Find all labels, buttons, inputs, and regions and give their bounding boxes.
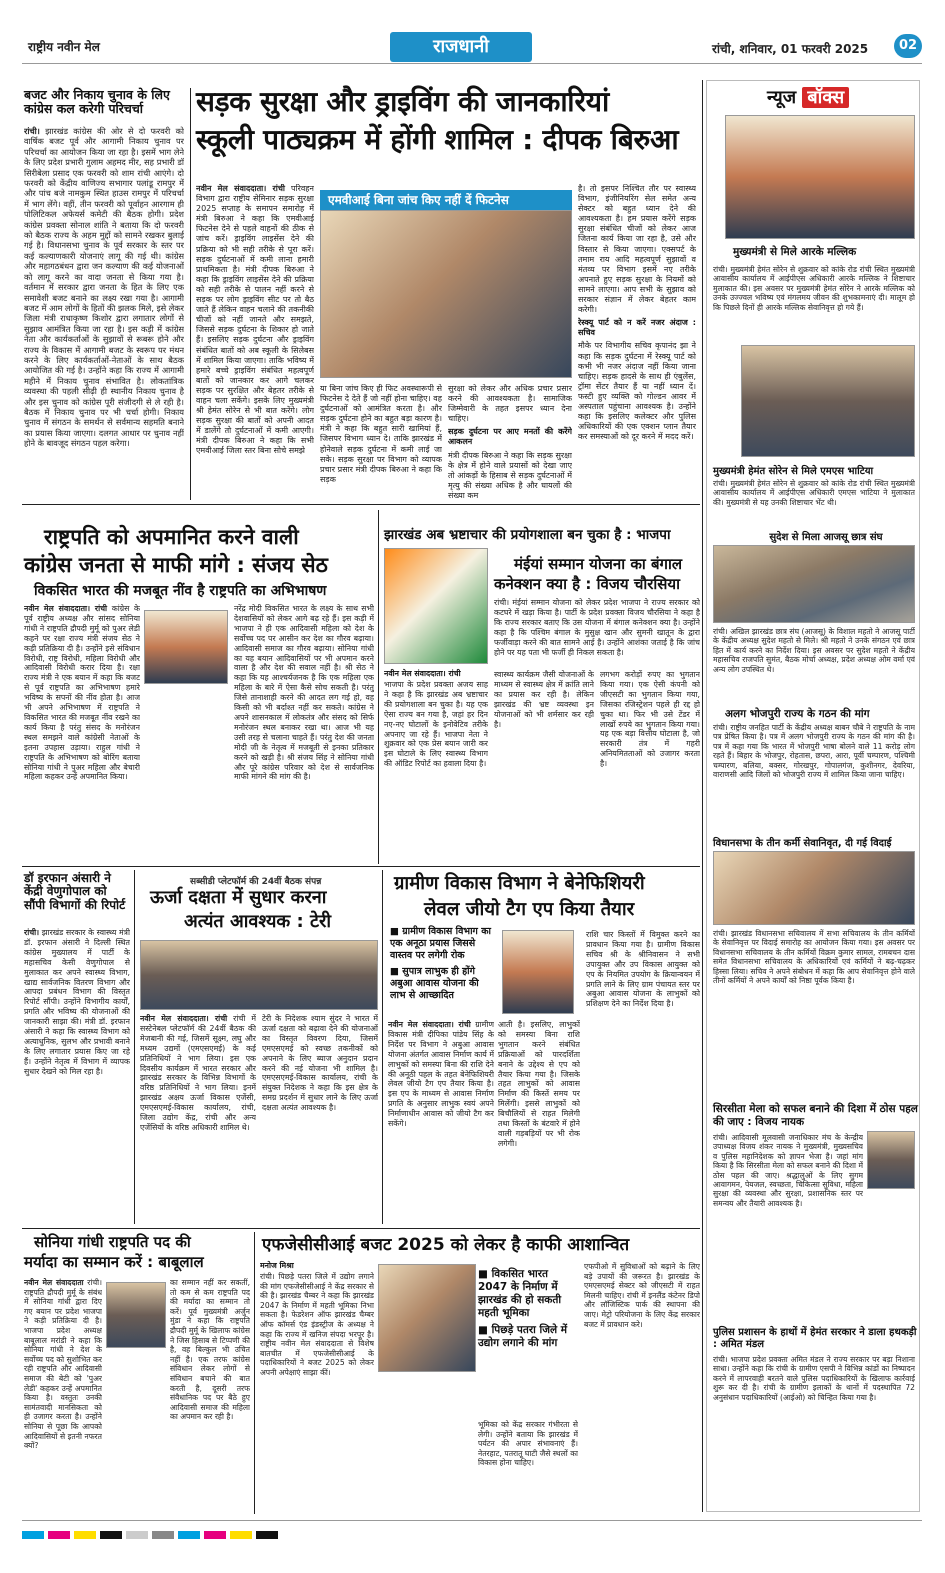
color-swatch xyxy=(74,1531,96,1539)
news-caption-5: विधानसभा के तीन कर्मी सेवानिवृत, दी गई विदाई xyxy=(713,838,892,849)
lead-col-4 xyxy=(578,184,696,500)
header-bar xyxy=(22,30,922,64)
energy-photo xyxy=(140,940,378,1010)
divider xyxy=(378,510,379,864)
news-photo-3 xyxy=(713,545,915,623)
section-tab: राजधानी xyxy=(390,32,532,62)
divider xyxy=(134,870,135,1224)
sonia-col-1 xyxy=(24,1278,102,1512)
news-box xyxy=(706,80,920,1512)
news-box-title-right: बॉक्स xyxy=(802,87,849,108)
page-number: 02 xyxy=(894,34,922,58)
bjp-headline: झारखंड अब भ्रष्टाचार की प्रयोगशाला बन चुका है : भाजपा xyxy=(384,527,671,543)
news-caption-7: पुलिस प्रशासन के हाथों में हेमंत सरकार ने डाला हथकड़ी : अमित मंडल xyxy=(713,1327,917,1350)
lead-photo xyxy=(320,210,572,378)
energy-col-2: टेरी के निदेशक श्याम सुंदर ने भारत में ऊर्जा दक्षता को बढ़ावा देने की योजनाओं का विस्तृत विवरण दिया, जिसमें एमएसएमई को स्वच्छ तकनीकों को अपनाने के लिए ब्याज अनुदान प्रदान करने की नई योजना भी शामिल है। एमएसएमई-विकास कार्यालय, रांची के संयुक्त निदेशक ने कहा कि इस क्षेत्र के समग्र प्रदर्शन में सुधार लाने के लिए ऊर्जा दक्षता अत्यंत आवश्यक है। xyxy=(262,1014,378,1113)
news-body-1: रांची। मुख्यमंत्री हेमंत सोरेन से शुक्रवार को कांके रोड रांची स्थित मुख्यमंत्री आवासीय कार्यालय में आईपीएस अधिकारी आरके मल्लिक ने शिष्टाचार मुलाकात की। इस अवसर पर मुख्यमंत्री हेमंत सोरेन ने आरके मल्लिक को उनके उज्ज्वल भविष्य एवं मंगलमय जीवन की शुभकामनाएं दी। मालूम हो कि पिछले दिनों ही आरके मल्लिक सेवानिवृत्त हो गये हैं। xyxy=(713,265,915,312)
bjp-col-3: स्वास्थ्य कार्यक्रम जैसी योजनाओं के माध्यम से स्वास्थ्य क्षेत्र में क्रांति लाने का प्रयास कर रही है। लेकिन झारखंड की भ्रष्ट व्यवस्था इन योजनाओं को भी शर्मसार कर रही है। xyxy=(494,670,594,729)
color-swatch xyxy=(126,1531,148,1539)
lead-body-5: है। तो इसपर निश्चित तौर पर स्वास्थ्य विभाग, इंजीनियरिंग सेल समेत अन्य सेक्टर को बहुत ध्यान देने की आवश्यकता है। हम प्रयास करेंगे सड़क सुरक्षा संबंधित चीजों को लेकर आज जितना कार्य किया जा रहा है, उसे और विस्तार से किया जाएगा। एक्सपर्ट के तमाम राय आदि महत्वपूर्ण सुझावों व मंतव्य पर विभाग इसमें नए तरीके अपनाते हुए सड़क सुरक्षा के नियमों को सामने लाएगा। आप सभी के सुझाव को सरकार संज्ञान में लेकर बेहतर काम करेगी। xyxy=(578,184,696,315)
rural-col-3: राशि चार किस्तों में विमुक्त करने का प्रावधान किया गया है। ग्रामीण विकास सचिव श्री के श्रीनिवासन ने सभी उपायुक्त और उप विकास आयुक्त को एप के नियमित उपयोग के क्रियान्वयन में प्रगति लाने के लिए ग्राम पंचायत स्तर पर अबुआ आवास योजना के लाभुकों को प्रशिक्षण देने का निर्देश दिया है। xyxy=(586,930,700,1009)
left-top-headline: बजट और निकाय चुनाव के लिए कांग्रेस कल करेगी परिचर्चा xyxy=(24,87,170,116)
rural-col-1 xyxy=(388,1020,494,1224)
energy-kicker: सब्सीडी प्लेटफॉर्म की 24वीं बैठक संपन्न xyxy=(190,877,322,887)
bjp-subheadline-1: मंईयां सम्मान योजना का बंगाल xyxy=(514,555,683,573)
sonia-photo xyxy=(106,1282,166,1348)
congress-col-2 xyxy=(234,604,374,864)
news-body-3: रांची। अखिल झारखंड छात्र संघ (आजसू) के विशाल महतो ने आजसू पार्टी के केंद्रीय अध्यक्ष सुदेश महतो से मिले। श्री महतो ने उनके संगठन एवं छात्र हित में कार्य करने का निर्देश दिया। इस अवसर पर सुदेश महतो ने केंद्रीय महासचिव राजपति सुमंत, बैठक मोर्चा अध्यक्ष, प्रदेश अध्यक्ष ओम वर्मा एवं अन्य लोग उपस्थित थे। xyxy=(713,627,915,674)
color-swatch xyxy=(204,1531,226,1539)
news-caption-3: सुदेश से मिला आजसू छात्र संघ xyxy=(769,532,883,543)
news-caption-2: मुख्यमंत्री हेमंत सोरेन से मिले एमएस भाटिया xyxy=(713,466,874,477)
fjcci-bullets xyxy=(478,1268,578,1350)
divider xyxy=(190,88,191,500)
sonia-byline: नवीन मेल संवाददाता xyxy=(24,1278,84,1287)
divider xyxy=(22,866,700,867)
masthead-logo: राष्ट्रीय नवीन मेल xyxy=(28,40,100,54)
divider xyxy=(22,504,700,505)
news-box-title xyxy=(767,85,849,109)
lead-subhead-1: सड़क दुर्घटना पर आए मनतों की करेंगे आकलन xyxy=(448,427,572,447)
congress-headline-1: राष्ट्रपति को अपमानित करने वाली xyxy=(44,525,299,549)
congress-subheadline: विकसित भारत की मजबूत नींव है राष्ट्रपति का अभिभाषण xyxy=(34,583,327,599)
fjcci-bullet-1: ■ विकसित भारत 2047 के निर्माण में झारखंड की हो सकती महती भूमिका xyxy=(478,1268,562,1319)
congress-byline: नवीन मेल संवाददाता। रांची xyxy=(24,604,108,613)
irfan-text: झारखंड सरकार के स्वास्थ्य मंत्री डॉ. इरफान अंसारी ने दिल्ली स्थित कांग्रेस मुख्यालय में पार्टी के महासचिव केसी वेणुगोपाल से मुलाकात कर अपने स्वास्थ्य विभाग, खाद्य सार्वजनिक वितरण विभाग और आपदा प्रबंधन विभाग की विस्तृत रिपोर्ट सौंपी। उन्होंने विभागीय कार्यों, प्रगति और भविष्य की योजनाओं की जानकारी साझा की। मंत्री डॉ. इरफान अंसारी ने कहा कि स्वास्थ्य विभाग को अत्याधुनिक, सुलभ और प्रभावी बनाने के लिए लगातार प्रयास किए जा रहे हैं। उन्होंने नेतृत्व में विभाग में व्यापक सुधार देखने को मिल रहा है। xyxy=(24,928,130,1076)
congress-col-1 xyxy=(24,604,140,864)
congress-headline-2: कांग्रेस जनता से माफी मांगे : संजय सेठ xyxy=(24,553,328,577)
bjp-col-1: रांची। मंईयां सम्मान योजना को लेकर प्रदेश भाजपा ने राज्य सरकार को कटघरे में खड़ा किया है। पार्टी के प्रदेश प्रवक्ता विजय चौरसिया ने कहा है कि राज्य सरकार बताए कि उस योजना में बंगाल कनेक्शन क्या है। उन्होंने कहा है कि पश्चिम बंगाल के मुसुक्ष खान और सुमनी खातून के द्वारा फर्जीवाड़ा करने की बात सामने आई है। उन्होंने आशंका जताई है कि जांच होने पर यह पता भी फर्जी ही निकल सकता है। xyxy=(494,598,700,657)
divider xyxy=(382,870,383,1224)
color-swatch xyxy=(100,1531,122,1539)
irfan-headline: डॉ इरफान अंसारी ने केंद्री वेणुगोपाल को सौंपी विभागों की रिपोर्ट xyxy=(24,871,126,912)
irfan-body xyxy=(24,928,130,1222)
divider xyxy=(702,80,703,1512)
rural-bullet-1: ■ ग्रामीण विकास विभाग का एक अनूठा प्रयास जिससे वास्तव पर लगेगी रोक xyxy=(390,926,491,961)
news-photo-6 xyxy=(867,1131,915,1189)
rural-bullet-2: ■ सुपात्र लाभुक ही होंगे अबुआ आवास योजना की लाभ से आच्छादित xyxy=(390,966,479,1001)
energy-col-1 xyxy=(140,1014,256,1224)
footer-registration-bar xyxy=(22,1520,922,1534)
lead-body-2: या बिना जांच किए ही फिट अवस्थारूपी से फिटनेस दे देते हैं जो नहीं होना चाहिए। वह दुर्घटनाओं को आमंत्रित करता है। और सड़क दुर्घटना होने का बहुत बड़ा कारण है। मंत्री ने कहा कि बहुत सारी खामियां हैं, जिसपर विभाग ध्यान दे। ताकि झारखंड में होनेवाले सड़क दुर्घटना में कमी लाई जा सके। सड़क सुरक्षा पर विभाग को व्यापक प्रचार प्रसार मंत्री दीपक बिरुआ ने कहा कि सड़क xyxy=(320,384,442,484)
left-top-byline: रांची। xyxy=(24,126,40,136)
rural-headline-2: लेवल जीयो टैग एप किया तैयार xyxy=(424,899,635,920)
rural-col-2: आती है। इसलिए, लाभुकों को समस्या बिना राशि भुगतान करने संबंधित प्रक्रियाओं को पारदर्शिता बनाने के उद्देश्य से एप को तैयार किया गया है। जिसके तहत लाभुकों को आवास निर्माण की किस्तें समय पर मिलेंगी। इससे लाभुकों को बिचौलियों से राहत मिलेगी तथा किस्तों के बंटवारे में होने वाली गड़बड़ियों पर भी रोक लगेगी। xyxy=(498,1020,580,1148)
news-body-7: रांची। भाजपा प्रदेश प्रवक्ता अमित मंडल ने राज्य सरकार पर बड़ा निशाना साधा। उन्होंने कहा कि रांची के ग्रामीण एसपी ने विभिन्न कांडों का निष्पादन करने में लापरवाही बरतने वाले पुलिस पदाधिकारियों के खिलाफ कार्रवाई शुरू कर दी है। रांची के ग्रामीण इलाकों के थानों में पदस्थापित 72 अनुसंधान पदाधिकारियों (आईओ) को चिन्हित किया गया है। xyxy=(713,1355,915,1402)
fjcci-bullet-2: ■ पिछड़े पतरा जिले में उद्योग लगाने की मांग xyxy=(478,1324,568,1349)
sonia-headline-2: मर्यादा का सम्मान करें : बाबूलाल xyxy=(24,1253,204,1271)
lead-body-3: सुरक्षा को लेकर और अधिक प्रचार प्रसार करने की आवश्यकता है। सामाजिक जिम्मेवारी के तहत इसपर ध्यान देना चाहिए। xyxy=(448,384,572,424)
lead-col-1 xyxy=(196,184,314,500)
rural-photo xyxy=(502,930,574,1014)
sonia-headline-1: सोनिया गांधी राष्ट्रपति पद की xyxy=(34,1233,191,1251)
lead-headline-2: स्कूली पाठ्यक्रम में होंगी शामिल : दीपक बिरुआ xyxy=(196,123,679,156)
dateline: रांची, शनिवार, 01 फरवरी 2025 xyxy=(712,42,869,56)
congress-body-2: नरेंद्र मोदी विकसित भारत के लक्ष्य के साथ सभी देशवासियों को लेकर आगे बढ़ रहे हैं। इस कड़ी में भाजपा ने ही एक आदिवासी महिला को देश के सर्वोच्च पद पर आसीन कर देश का गौरव बढ़ाया। आदिवासी समाज का गौरव बढ़ाया। सोनिया गांधी का यह बयान आदिवासियों पर भी अपमान करने वाला है और देश की सवाल नहीं है। श्री सेठ ने कहा कि यह आश्चर्यजनक है कि एक महिला एक महिला के बारे में ऐसा कैसे सोच सकती है। परंतु जिसे तानाशाही करने की आदत लग गई हो, वह किसी को भी बर्दाश्त नहीं कर सकते। कांग्रेस ने अपने शासनकाल में लोकतंत्र और संसद को सिर्फ मनोरंजन स्थल बनाकर रखा था। आज भी यह उसी तरह से चलाना चाहते हैं। परंतु देश की जनता मोदी जी के नेतृत्व में मजबूती से इनका प्रतिकार करने को खड़ी है। श्री संजय सिंह ने सोनिया गांधी और पूरे कांग्रेस परिवार को देश से सार्वजनिक माफी मांगने की मांग की है। xyxy=(234,604,374,782)
fjcci-col-1: रांची। पिछड़े पतरा जिले में उद्योग लगाने की मांग एफजेसीसीआई ने केंद्र सरकार से की है। झारखंड चैम्बर ने कहा कि झारखंड 2047 के निर्माण में महती भूमिका निभा सकता है। फेडरेशन ऑफ झारखंड चैम्बर ऑफ कॉमर्स एंड इंडस्ट्रीज के अध्यक्ष ने कहा कि राज्य में खनिज संपदा भरपूर है। राष्ट्रीय नवीन मेल संवाददाता से विशेष बातचीत में एफजेसीसीआई के पदाधिकारियों ने बजट 2025 को लेकर अपनी अपेक्षाएं साझा कीं। xyxy=(260,1272,374,1377)
bjp-col-4: लगभग करोड़ों रुपए का भुगतान किया गया। एक ऐसी कंपनी को जीएसटी का भुगतान किया गया, जिसका रजिस्ट्रेशन पहले ही रद्द हो चुका था। फिर भी उसे टेंडर में लाखों रुपये का भुगतान किया गया। यह एक बड़ा वित्तीय घोटाला है, जो सरकारी तंत्र में गहरी अनियमितताओं को उजागर करता है। xyxy=(600,670,700,769)
energy-body-1: रांची में सस्टेनेबल प्लेटफॉर्म की 24वीं बैठक की मेजबानी की गई, जिसमें सूक्ष्म, लघु और मध्यम उद्यमों (एमएसएमई) के कई प्रतिनिधियों ने भाग लिया। इस एक दिवसीय कार्यक्रम में भारत सरकार और झारखंड सरकार के विभिन्न विभागों के वरिष्ठ प्रतिनिधियों ने भाग लिया। इनमें झारखंड अक्षय ऊर्जा विकास एजेंसी, एमएसएमई-विकास कार्यालय, रांची, जिला उद्योग केंद्र, रांची और अन्य एजेंसियों के वरिष्ठ अधिकारी शामिल थे। xyxy=(140,1014,256,1132)
energy-headline-1: ऊर्जा दक्षता में सुधार करना xyxy=(150,887,327,908)
bjp-photo xyxy=(384,548,488,664)
color-swatch xyxy=(152,1531,174,1539)
lead-headline-1: सड़क सुरक्षा और ड्राइविंग की जानकारियां xyxy=(196,85,609,118)
rural-headline-1: ग्रामीण विकास विभाग ने बेनेफिशियरी xyxy=(394,873,645,894)
lead-body-1: परिवहन विभाग द्वारा राष्ट्रीय सेमिनार सड़क सुरक्षा 2025 सप्ताह के समापन समारोह में मंत्री बिरुआ ने कहा कि एमवीआई फिटनेस देने से पहले वाहनों की ठीक से जांच करें। ड्राइविंग लाइसेंस देने की प्रक्रिया को भी सही तरीके से पूरा करें। सड़क दुर्घटनाओं में कमी लाना हमारी प्राथमिकता है। मंत्री दीपक बिरुआ ने कहा कि ड्राइविंग लाइसेंस देने की प्रक्रिया को सही तरीके से पालन नहीं करने से सड़क पर लोग ड्राइविंग सीट पर तो बैठ जाते हैं लेकिन वाहन चलाने की तकनीकी चीजों को नहीं जानते और समझते, जिससे सड़क दुर्घटना के शिकार हो जाते हैं। इसलिए सड़क दुर्घटना और ड्राइविंग संबंधित बातों को अब स्कूली के सिलेबस में शामिल किया जाएगा। ताकि भविष्य में हमारे बच्चे ड्राइविंग संबंधित महत्वपूर्ण बातों को जानकार कर आगे चलकर सड़क पर सुरक्षित और बेहतर तरीके से वाहन चला सकेंगे। इसके लिए मुख्यमंत्री श्री हेमंत सोरेन से भी बात करेंगे। लोग सड़क सुरक्षा की बातों को अपनी आदत में डालेंगे तो दुर्घटनाओं में कमी आएगी। मंत्री दीपक बिरुआ ने कहा कि सभी एमवीआई जिला स्तर बिना सोचे समझे xyxy=(196,184,314,456)
news-body-2: रांची। मुख्यमंत्री हेमंत सोरेन से शुक्रवार को कांके रोड रांची स्थित मुख्यमंत्री आवासीय कार्यालय में आईपीएस अधिकारी एमएस भाटिया ने मुलाकात की। मुख्यमंत्री से यह उनकी शिष्टाचार भेंट थी। xyxy=(713,479,915,507)
rural-bullets xyxy=(390,926,496,1016)
left-top-body xyxy=(24,126,184,498)
bjp-byline: नवीन मेल संवाददाता। रांची xyxy=(384,669,461,678)
bjp-col-2: भाजपा के प्रदेश प्रवक्ता अजय साह ने कहा है कि झारखंड अब भ्रष्टाचार की प्रयोगशाला बन चुका है। यह एक ऐसा राज्य बन गया है, जहां हर दिन नए-नए घोटालों के इनोवेटिव तरीके अपनाए जा रहे हैं। भाजपा नेता ने शुक्रवार को एक प्रेस बयान जारी कर इस घोटाले के लिए स्वास्थ्य विभाग की ऑडिट रिपोर्ट का हवाला दिया है। xyxy=(384,680,488,769)
lead-subhead-2: रेस्क्यू पार्ट को न करें नजर अंदाज : सचिव xyxy=(578,318,696,338)
fjcci-col-2: एफपीओ में सुविधाओं को बढ़ाने के लिए बड़े उपायों की जरूरत है। झारखंड के एमएसएमई सेक्टर को जीएसटी में राहत मिलनी चाहिए। रांची में इनलैंड कंटेनर डिपो और लॉजिस्टिक पार्क की स्थापना की जाए। मेट्रो परियोजना के लिए केंद्र सरकार बजट में प्रावधान करे। xyxy=(584,1262,700,1329)
news-body-6: रांची। आदिवासी मूलवासी जनाधिकार मंच के केन्द्रीय उपाध्यक्ष विजय शंकर नायक ने मुख्यमंत्री, मुख्यसचिव व पुलिस महानिदेशक को ज्ञापन भेजा है। जहां मांग किया है कि सिरसीता मेला को सफल बनाने की दिशा में ठोस पहल की जाए। श्रद्धालुओं के लिए सुगम आवागमन, पेयजल, स्वच्छता, चिकित्सा सुविधा, महिला सुरक्षा की व्यवस्था और सुरक्षा, प्रशासनिक स्तर पर समन्वय और तैयारी आवश्यक है। xyxy=(713,1133,863,1208)
lead-byline: नवीन मेल संवाददाता। रांची xyxy=(196,184,285,193)
congress-body-1: कांग्रेस के पूर्व राष्ट्रीय अध्यक्ष और सांसद सोनिया गांधी ने राष्ट्रपति द्रौपदी मुर्मू को पुअर लेडी कहने पर रक्षा राज्य मंत्री संजय सेठ ने कड़ी प्रतिक्रिया दी है। उन्होंने इसे संविधान विरोधी, राष्ट्र विरोधी, महिला विरोधी और आदिवासी विरोधी करार दिया है। रक्षा राज्य मंत्री ने एक बयान में कहा कि बजट से पूर्व राष्ट्रपति का अभिभाषण हमारे भविष्य के सपनों की नींव होता है। आज भी अपने अभिभाषण में राष्ट्रपति ने विकसित भारत की मजबूत नींव रखने का कार्य किया है परंतु संसद के मनोरंजन स्थल समझने वाले कांग्रेसी नेताओं के इतना उपहास उड़ाया। राहुल गांधी ने राष्ट्रपति के अभिभाषण को बोरिंग बताया सोनिया गांधी ने पुअर महिला और बेचारी महिला कहकर उन्हें अपमानित किया। xyxy=(24,604,140,782)
left-top-text: झारखंड कांग्रेस की ओर से दो फरवरी को वार्षिक बजट पूर्व और आगामी निकाय चुनाव पर परिचर्चा का आयोजन किया जा रहा है। इसमें भाग लेने के लिए प्रदेश प्रभारी गुलाम अहमद मीर, सह प्रभारी डॉ सिरीबेला प्रसाद एक फरवरी को शाम रांची आएंगे। दो फरवरी को केंद्रीय वाणिज्य सभागार पलांडू रामपुर में और पांच बजे नामकुम स्थित हाउस रामपुर में परिचर्चा में भाग लेंगे। वहीं, तीन फरवरी को पूर्वाहन आरगाम ही पोलिटिकल अफेयर्स कमेटी की बैठक होगी। प्रदेश कांग्रेस प्रवक्ता सोनाल शांति ने बताया कि दो फरवरी को बैठक राज्य के अहम मुद्दों को सामने रखकर बुलाई गई है। विधानसभा चुनाव के पूर्व सरकार के स्तर पर कई कल्याणकारी योजनाएं लागू की गई थी। कांग्रेस और महागठबंधन द्वारा जन कल्याण की कई योजनाओं को लागू करने का वादा जनता से किया गया है। वर्तमान में सरकार द्वारा जनता के हित के लिए एक समावेशी बजट बनाने का लक्ष्य रखा गया है। आगामी बजट में आम लोगों के हितों की झलक मिले, इसे लेकर जिला मंत्री राधाकृष्ण किशोर द्वारा लगातार लोगों से सुझाव आमंत्रित किया जा रहा है। इस कड़ी में कांग्रेस नेता और कार्यकर्ताओं के सुझावों से रूबरू होने और राज्य के विकास में आगामी बजट के स्वरूप पर मंथन करने के लिए कार्यकर्ताओं-नेताओं के साथ बैठक आयोजित की गई है। उन्होंने कहा कि राज्य में आगामी महीने में निकाय चुनाव संभावित है। लोकतांत्रिक व्यवस्था की पहली सीढ़ी ही स्थानीय निकाय चुनाव है और इस चुनाव को कांग्रेस पूरी संजीदगी से ले रही है। बैठक में निकाय चुनाव पर भी चर्चा होगी। निकाय चुनाव में संगठन के समर्थन से सर्वमान्य सहमति बनाने का प्रयास किया जाएगा। दलगत आधार पर चुनाव नहीं होने के बावजूद संगठन पहल करेगा। xyxy=(24,126,184,449)
color-swatch xyxy=(230,1531,252,1539)
lead-body-6: मौके पर विभागीय सचिव कृपानंद झा ने कहा कि सड़क दुर्घटना में रेस्क्यू पार्ट को कभी भी नजर अंदाज नहीं किया जाना चाहिए। सड़क हादसे के साथ ही एंबुलेंस, ट्रॉमा सेंटर तैयार हैं या नहीं ध्यान दें। फस्टी हुए व्यक्ति को गोल्डन आवर में अस्पताल पहुंचाना आवश्यक है। उन्होंने कहा कि इसलिए कलेक्टर और पुलिस अधिकारियों की एक एक्शन प्लान तैयार कर समस्याओं को दूर करने में मदद करें। xyxy=(578,341,696,442)
news-body-5: रांची। झारखंड विधानसभा सचिवालय में सभा सचिवालय के तीन कर्मियों के सेवानिवृत्त पर विदाई समारोह का आयोजन किया गया। इस अवसर पर विधानसभा सचिवालय के तीन कर्मियों विक्रम कुमार सामल, रामबचन दास समेत विधानसभा सचिवालय के अधिकारियों एवं कर्मियों ने बढ़-चढ़कर हिस्सा लिया। सचिव ने अपने संबोधन में कहा कि आप सेवानिवृत्त होने वाले तीनों कर्मियों ने अपने कार्यों को निष्ठा पूर्वक किया है। xyxy=(713,929,915,986)
news-box-title-left: न्यूज xyxy=(767,87,797,108)
news-photo-2 xyxy=(741,345,915,457)
sonia-body: रांची। राष्ट्रपति द्रौपदी मुर्मू के संबंध में सोनिया गांधी द्वारा दिए गए बयान पर प्रदेश भाजपा ने कड़ी प्रतिक्रिया दी है। भाजपा प्रदेश अध्यक्ष बाबूलाल मरांडी ने कहा कि सोनिया गांधी ने देश के सर्वोच्च पद को सुशोभित कर रही राष्ट्रपति और आदिवासी समाज की बेटी को 'पुअर लेडी' कहकर उन्हें अपमानित किया है। वस्तुतः उनकी सामंतवादी मानसिकता को ही उजागर करता है। उन्होंने सोनिया से पूछा कि आपको आदिवासियों से इतनी नफरत क्यों? xyxy=(24,1278,102,1451)
news-caption-4: अलग भोजपुरी राज्य के गठन की मांग xyxy=(725,708,870,720)
fjcci-photo xyxy=(378,1264,476,1372)
color-swatch xyxy=(48,1531,70,1539)
lead-photo-banner: एमवीआई बिना जांच किए नहीं दें फिटनेस xyxy=(320,190,572,210)
bjp-subheadline-2: कनेक्शन क्या है : विजय चौरसिया xyxy=(494,575,681,593)
divider xyxy=(254,1232,255,1514)
lead-col-3 xyxy=(448,384,572,500)
lead-col-2 xyxy=(320,384,442,500)
divider xyxy=(22,1228,700,1229)
lead-body-4: मंत्री दीपक बिरुआ ने कहा कि सड़क सुरक्षा के क्षेत्र में होने वाले प्रयासों को देखा जाए तो आंकड़ों के हिसाब से सड़क दुर्घटनाओं में मृत्यु की संख्या अधिक है और घायलों की संख्या कम xyxy=(448,450,572,500)
rural-byline: नवीन मेल संवाददाता। रांची xyxy=(388,1020,471,1029)
fjcci-headline: एफजेसीसीआई बजट 2025 को लेकर है काफी आशान्वित xyxy=(262,1235,630,1255)
irfan-byline: रांची। xyxy=(24,928,40,937)
news-photo-5 xyxy=(713,851,915,925)
rural-body-1: ग्रामीण विकास मंत्री दीपिका पांडेय सिंह के निर्देश पर विभाग ने अबुआ आवास योजना अंतर्गत आवास निर्माण कार्य में लाभुकों को समस्या बिना की राशि देने की अनूठी पहल के तहत बेनेफिशियरी लेवल जीयो टैग एप तैयार किया है। इस एप के माध्यम से आवास निर्माण प्रगति के अनुसार लाभुक स्वयं अपने निर्माणाधीन आवास को जीयो टैग कर सकेंगे। xyxy=(388,1020,494,1129)
news-caption-1: मुख्यमंत्री से मिले आरके मल्लिक xyxy=(733,246,857,258)
color-swatch xyxy=(256,1531,278,1539)
news-photo-1 xyxy=(725,115,915,239)
color-swatch xyxy=(22,1531,44,1539)
news-caption-6: सिरसीता मेला को सफल बनाने की दिशा में ठोस पहल की जाए : विजय नायक xyxy=(713,1103,918,1128)
news-body-4: रांची। राष्ट्रीय जनहित पार्टी के केंद्रीय अध्यक्ष बाबन चौबे ने राष्ट्रपति के नाम पत्र प्रेषित किया है। पत्र में अलग भोजपुरी राज्य के गठन की मांग की है। पत्र में कहा गया कि भारत में भोजपुरी भाषा बोलने वाले 11 करोड़ लोग रहते हैं। बिहार के भोजपुर, रोहतास, छपरा, आरा, पूर्वी चम्पारण, पश्चिमी चम्पारण, बलिया, बक्सर, गोरखपुर, गोपालगंज, कुशीनगर, देवरिया, वाराणसी आदि जिलों को भोजपुरी राज्य में शामिल किया जाना चाहिए। xyxy=(713,723,915,780)
fjcci-col-3: भूमिका को केंद्र सरकार गंभीरता से लेगी। उन्होंने बताया कि झारखंड में पर्यटन की अपार संभावनाएं हैं। नेतरहाट, पतरातू घाटी जैसे स्थलों का विकास होना चाहिए। xyxy=(478,1420,578,1468)
energy-byline: नवीन मेल संवाददाता। रांची xyxy=(140,1014,228,1023)
sonia-col-2: का सम्मान नहीं कर सकतीं, तो कम से कम राष्ट्रपति पद की मर्यादा का सम्मान तो करें। पूर्व मुख्यमंत्री अर्जुन मुंडा ने कहा कि राष्ट्रपति द्रौपदी मुर्मू के खिलाफ कांग्रेस ने जिस हिसाब से टिप्पणी की है, वह बिल्कुल भी उचित नहीं है। एक तरफ कांग्रेस संविधान लेकर लोगों से संविधान बचाने की बात करती है, दूसरी तरफ संवैधानिक पद पर बैठे हुए आदिवासी समाज की महिला का अपमान कर रही है। xyxy=(170,1278,250,1422)
congress-photo xyxy=(144,610,228,684)
energy-headline-2: अत्यंत आवश्यक : टेरी xyxy=(184,911,332,932)
color-swatch xyxy=(178,1531,200,1539)
fjcci-byline: मनोज मिश्रा xyxy=(260,1261,294,1270)
